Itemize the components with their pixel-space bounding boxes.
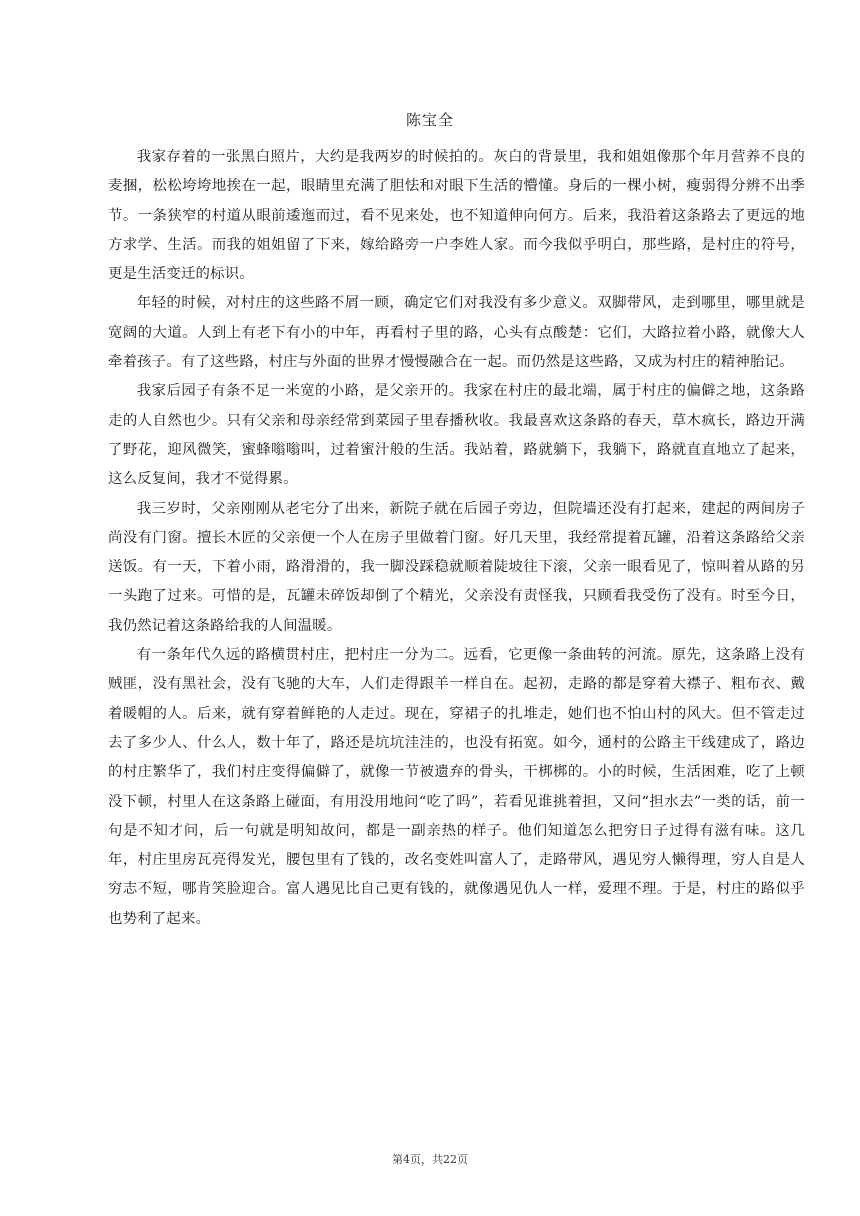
paragraph-1: 我家存着的一张黑白照片，大约是我两岁的时候拍的。灰白的背景里，我和姐姐像那个年月营养不良的麦捆，松松垮垮地挨在一起，眼睛里充满了胆怯和对眼下生活的懵懂。身后的一棵小树，瘦弱得分辨不出季节。一条狭窄的村道从眼前逶迤而过，看不见来处，也不知道伸向何方。后来，我沿着这条路去了更远的地方求学、生活。而我的姐姐留了下来，嫁给路旁一户李姓人家。而今我似乎明白，那些路，是村庄的符号，更是生活变迁的标识。 — [108, 149, 805, 283]
page-number-footer: 第4页，共22页 — [392, 1153, 468, 1166]
article-body — [108, 143, 805, 934]
paragraph-2: 年轻的时候，对村庄的这些路不屑一顾，确定它们对我没有多少意义。双脚带风，走到哪里，哪里就是宽阔的大道。人到上有老下有小的中年，再看村子里的路，心头有点酸楚：它们，大路拉着小路，就像大人牵着孩子。有了这些路，村庄与外面的世界才慢慢融合在一起。而仍然是这些路，又成为村庄的精神胎记。 — [108, 295, 805, 371]
paragraph-3: 我家后园子有条不足一米宽的小路，是父亲开的。我家在村庄的最北端，属于村庄的偏僻之地，这条路走的人自然也少。只有父亲和母亲经常到菜园子里春播秋收。我最喜欢这条路的春天，草木疯长，路边开满了野花，迎风微笑，蜜蜂嗡嗡叫，过着蜜汁般的生活。我站着，路就躺下，我躺下，路就直直地立了起来，这么反复间，我才不觉得累。 — [108, 383, 805, 488]
paragraph-5: 有一条年代久远的路横贯村庄，把村庄一分为二。远看，它更像一条曲转的河流。原先，这条路上没有贼匪，没有黑社会，没有飞驰的大车，人们走得跟羊一样自在。起初，走路的都是穿着大襟子、粗布衣、戴着暖帽的人。后来，就有穿着鲜艳的人走过。现在，穿裙子的扎堆走，她们也不怕山村的风大。但不管走过去了多少人、什么人，数十年了，路还是坑坑洼洼的，也没有拓宽。如今，通村的公路主干线建成了，路边的村庄繁华了，我们村庄变得偏僻了，就像一节被遗弃的骨头，干梆梆的。小的时候，生活困难，吃了上顿没下顿，村里人在这条路上碰面，有用没用地问“吃了吗”，若看见谁挑着担，又问“担水去”一类的话，前一句是不知才问，后一句就是明知故问，都是一副亲热的样子。他们知道怎么把穷日子过得有滋有味。这几年，村庄里房瓦亮得发光，腰包里有了钱的，改名变姓叫富人了，走路带风，遇见穷人懒得理，穷人自是人穷志不短，哪肯笑脸迎合。富人遇见比自己更有钱的，就像遇见仇人一样，爱理不理。于是，村庄的路似乎也势利了起来。 — [108, 647, 805, 927]
author-name: 陈宝全 — [405, 111, 454, 129]
paragraph-4: 我三岁时，父亲刚刚从老宅分了出来，新院子就在后园子旁边，但院墙还没有打起来，建起的两间房子尚没有门窗。擅长木匠的父亲便一个人在房子里做着门窗。好几天里，我经常提着瓦罐，沿着这条路给父亲送饭。有一天，下着小雨，路滑滑的，我一脚没踩稳就顺着陡坡往下滚，父亲一眼看见了，惊叫着从路的另一头跑了过来。可惜的是，瓦罐未碎饭却倒了个精光，父亲没有责怪我，只顾看我受伤了没有。时至今日，我仍然记着这条路给我的人间温暖。 — [108, 500, 805, 634]
